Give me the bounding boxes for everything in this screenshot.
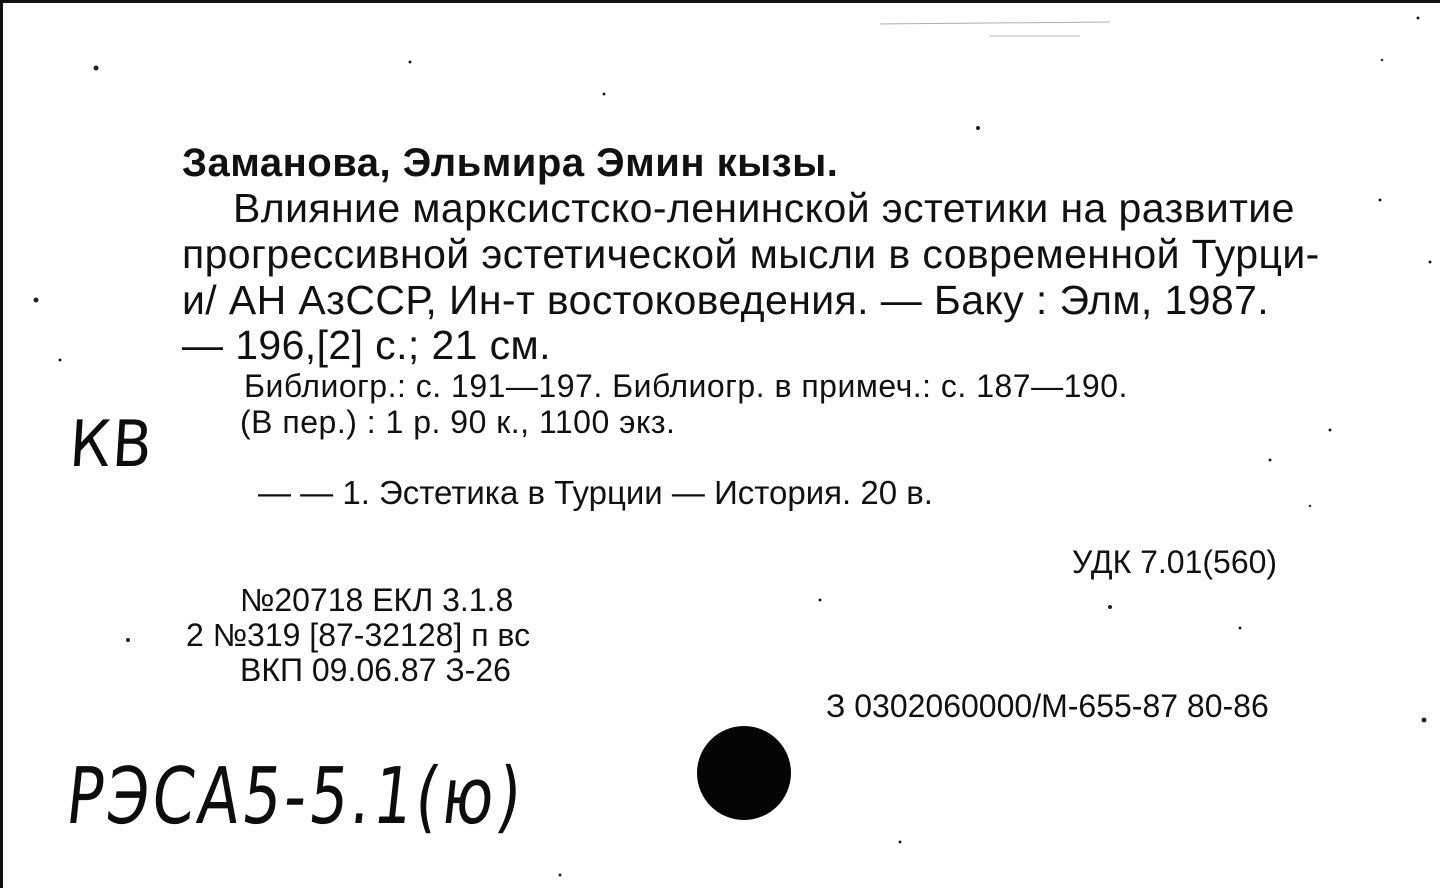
title-line-4: — 196,[2] с.; 21 см. <box>182 322 551 368</box>
record-code-1: №20718 ЕКЛ 3.1.8 <box>240 582 514 618</box>
price-note: (В пер.) : 1 р. 90 к., 1100 экз. <box>240 404 676 440</box>
handwritten-kb-mark: КВ <box>67 408 157 482</box>
title-line-3: и/ АН АзССР, Ин-т востоковедения. — Баку : Элм, 1987. <box>182 277 1270 323</box>
title-line-2: прогрессивной эстетической мысли в современной Турци- <box>182 231 1320 277</box>
subject-heading: — — 1. Эстетика в Турции — История. 20 в. <box>258 474 933 511</box>
record-code-2: 2 №319 [87-32128] п вс <box>186 617 531 653</box>
publisher-code: З 0302060000/М-655-87 80-86 <box>826 688 1269 724</box>
record-code-3: ВКП 09.06.87 З-26 <box>240 652 511 688</box>
bibliography-note: Библиогр.: с. 191—197. Библиогр. в примеч.: с. 187—190. <box>244 368 1128 404</box>
handwritten-shelfmark: РЭСА5-5.1(ю) <box>62 752 529 842</box>
udk-code: УДК 7.01(560) <box>1072 544 1278 580</box>
author-heading: Заманова, Эльмира Эмин кызы. <box>182 141 839 185</box>
title-line-1: Влияние марксистско-ленинской эстетики на развитие <box>233 185 1295 231</box>
punch-hole <box>697 726 791 820</box>
